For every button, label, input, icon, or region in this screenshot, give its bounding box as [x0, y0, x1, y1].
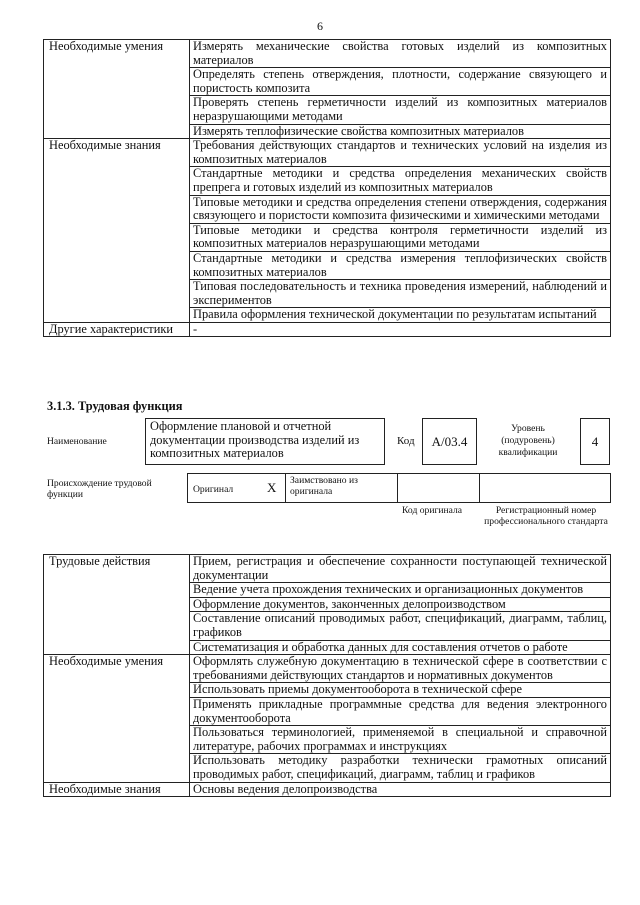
labour-actions-table	[43, 554, 611, 797]
row-content: Измерять механические свойства готовых изделий из композитных материалов	[190, 40, 611, 68]
row-content: Основы ведения делопроизводства	[190, 782, 611, 797]
row-label: Необходимые знания	[44, 782, 190, 797]
table-row	[44, 322, 611, 337]
original-mark: X	[267, 480, 277, 495]
row-content: Систематизация и обработка данных для составления отчетов о работе	[190, 640, 611, 655]
origin-box	[187, 473, 611, 503]
row-content: -	[190, 322, 611, 337]
origin-divider-3	[479, 473, 480, 503]
reg-number-caption: Регистрационный номер профессионального стандарта	[484, 505, 608, 527]
row-content: Стандартные методики и средства определения механических свойств препрега и готовых изделий из композитных материалов	[190, 167, 611, 195]
origin-divider-2	[397, 473, 398, 503]
name-label: Наименование	[47, 436, 107, 447]
row-content: Использовать методику разработки технически грамотных описаний проводимых работ, спецификаций, диаграмм, таблиц и графиков	[190, 754, 611, 782]
page-number: 6	[317, 19, 323, 33]
row-content: Составление описаний проводимых работ, спецификаций, диаграмм, таблиц, графиков	[190, 612, 611, 640]
row-content: Прием, регистрация и обеспечение сохранности поступающей технической документации	[190, 555, 611, 583]
table-row	[44, 555, 611, 583]
level-label: Уровень (подуровень) квалификации	[498, 423, 558, 458]
borrowed-label: Заимствовано из оригинала	[290, 475, 358, 497]
code-original-caption: Код оригинала	[402, 505, 463, 516]
origin-divider-1	[285, 473, 286, 503]
row-label: Другие характеристики	[44, 322, 190, 337]
original-label: Оригинал	[193, 484, 234, 495]
row-content: Оформлять служебную документацию в технической сфере в соответствии с требованиями действующих стандартов и нормативных документов	[190, 655, 611, 683]
row-content: Требования действующих стандартов и технических условий на изделия из композитных материалов	[190, 139, 611, 167]
row-content: Применять прикладные программные средства для ведения электронного документооборота	[190, 697, 611, 725]
row-content: Измерять теплофизические свойства композитных материалов	[190, 124, 611, 139]
level-value: 4	[591, 433, 599, 449]
row-content: Ведение учета прохождения технических и организационных документов	[190, 583, 611, 598]
row-label: Необходимые умения	[44, 655, 190, 782]
row-label: Необходимые знания	[44, 139, 190, 323]
code-value: А/03.4	[431, 433, 468, 449]
section-title: 3.1.3. Трудовая функция	[47, 399, 183, 413]
row-content: Определять степень отверждения, плотности, содержание связующего и пористость композита	[190, 68, 611, 96]
table-row	[44, 782, 611, 797]
function-name-box	[145, 418, 385, 465]
code-label: Код	[397, 435, 415, 447]
function-name: Оформление плановой и отчетной документации производства изделий из композитных материалов	[150, 419, 360, 461]
table-row	[44, 40, 611, 68]
row-content: Правила оформления технической документации по результатам испытаний	[190, 308, 611, 323]
row-content: Типовые методики и средства определения степени отверждения, содержания связующего и пористости композита физическими и химическими методами	[190, 195, 611, 223]
origin-label: Происхождение трудовой функции	[47, 478, 152, 500]
row-content: Типовые методики и средства контроля герметичности изделий из композитных материалов неразрушающими методами	[190, 223, 611, 251]
row-content: Стандартные методики и средства измерения теплофизических свойств композитных материалов	[190, 251, 611, 279]
row-content: Использовать приемы документооборота в технической сфере	[190, 683, 611, 698]
skills-knowledge-table	[43, 39, 611, 337]
level-box	[580, 418, 610, 465]
row-content: Оформление документов, законченных делопроизводством	[190, 597, 611, 612]
table-row	[44, 655, 611, 683]
row-content: Пользоваться терминологией, применяемой в специальной и справочной литературе, рабочих программах и инструкциях	[190, 726, 611, 754]
row-content: Проверять степень герметичности изделий из композитных материалов неразрушающими методами	[190, 96, 611, 124]
code-box	[422, 418, 477, 465]
table-row	[44, 139, 611, 167]
row-content: Типовая последовательность и техника проведения измерений, наблюдений и экспериментов	[190, 280, 611, 308]
row-label: Трудовые действия	[44, 555, 190, 655]
row-label: Необходимые умения	[44, 40, 190, 139]
